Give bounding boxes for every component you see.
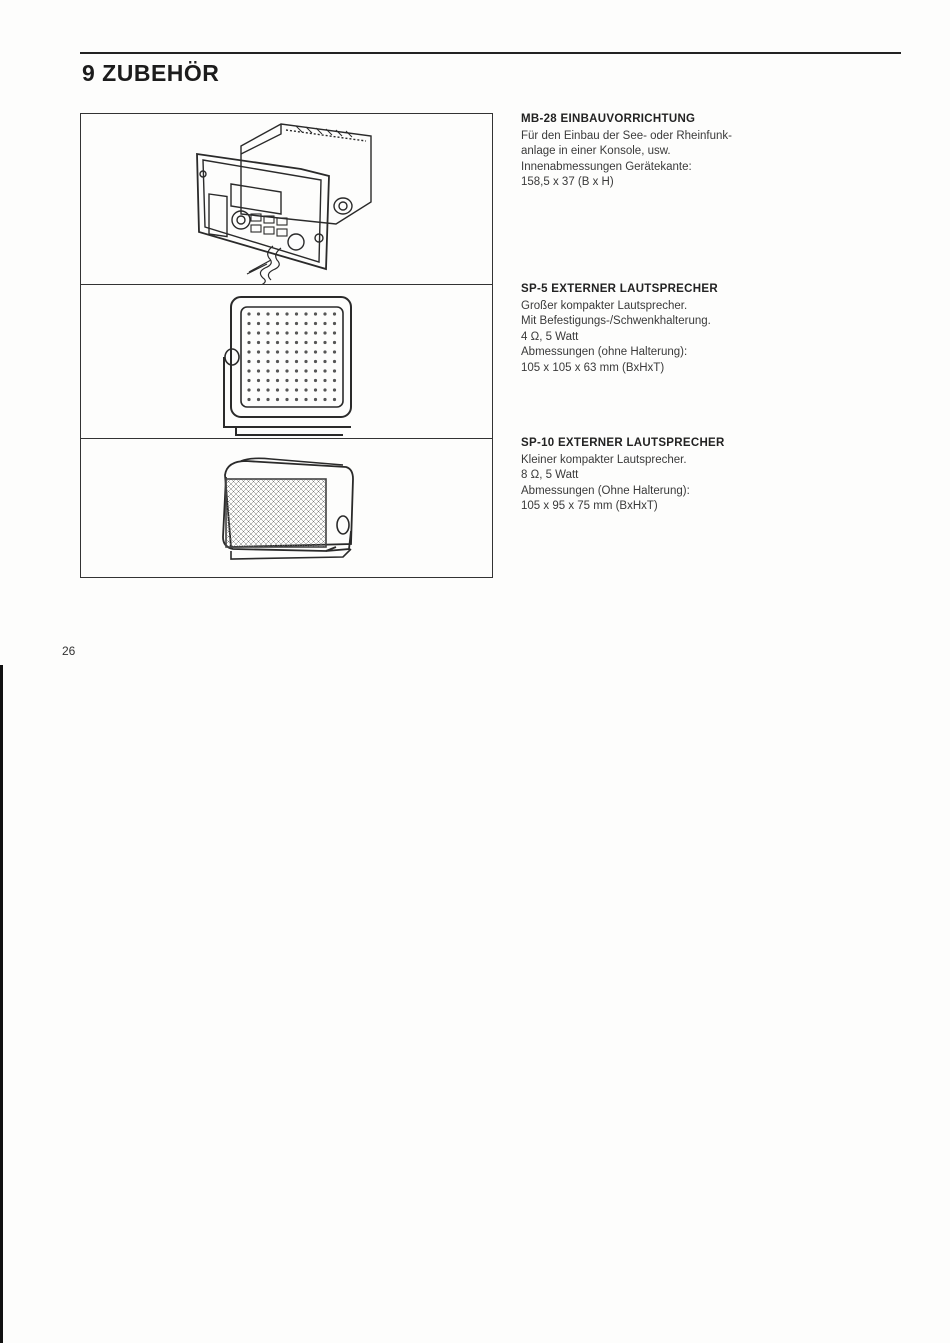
speaker-grille-dot <box>314 360 317 363</box>
speaker-grille-dot <box>295 350 298 353</box>
speaker-grille-dot <box>285 369 288 372</box>
speaker-grille-dot <box>314 369 317 372</box>
speaker-grille-dot <box>247 398 250 401</box>
speaker-grille-dot <box>257 398 260 401</box>
speaker-grille-dot <box>333 369 336 372</box>
speaker-grille-dot <box>304 322 307 325</box>
speaker-grille-dot <box>276 388 279 391</box>
speaker-grille-dot <box>295 341 298 344</box>
sp-10-description <box>521 436 821 515</box>
mb-28-heading: MB-28 EINBAUVORRICHTUNG <box>521 113 696 125</box>
title-rule <box>80 52 901 54</box>
sp-10-line: 105 x 95 x 75 mm (BxHxT) <box>521 500 658 512</box>
sp-5-line: 105 x 105 x 63 mm (BxHxT) <box>521 361 665 374</box>
sp-10-line: 8 Ω, 5 Watt <box>521 469 579 481</box>
speaker-grille-dot <box>285 350 288 353</box>
page-number: 26 <box>62 644 76 658</box>
sp-5-description <box>521 282 821 376</box>
speaker-grille-dot <box>323 398 326 401</box>
speaker-grille-dot <box>323 369 326 372</box>
speaker-grille-dot <box>304 331 307 334</box>
speaker-grille-dot <box>266 398 269 401</box>
speaker-grille-dot <box>304 312 307 315</box>
speaker-grille-dot <box>304 379 307 382</box>
speaker-grille-dot <box>266 360 269 363</box>
speaker-grille-dot <box>266 369 269 372</box>
speaker-grille-dot <box>257 379 260 382</box>
speaker-grille-dot <box>266 322 269 325</box>
speaker-grille-dot <box>266 350 269 353</box>
speaker-grille-dot <box>323 360 326 363</box>
speaker-grille-dot <box>276 322 279 325</box>
speaker-grille-dot <box>257 312 260 315</box>
speaker-grille-dot <box>276 312 279 315</box>
speaker-grille-dot <box>323 331 326 334</box>
sp-10-heading: SP-10 EXTERNER LAUTSPRECHER <box>521 437 725 449</box>
mb-28-line: Für den Einbau der See- oder Rheinfunk- <box>521 129 732 142</box>
speaker-grille-dot <box>304 369 307 372</box>
speaker-grille-dot <box>304 398 307 401</box>
speaker-grille-dot <box>333 379 336 382</box>
sp-5-line: 4 Ω, 5 Watt <box>521 330 579 343</box>
speaker-grille-dot <box>285 331 288 334</box>
speaker-grille-dot <box>314 322 317 325</box>
speaker-grille-dot <box>304 388 307 391</box>
speaker-grille-dot <box>314 341 317 344</box>
speaker-grille-dot <box>257 322 260 325</box>
chapter-title: 9 ZUBEHÖR <box>82 60 220 86</box>
speaker-grille-dot <box>333 398 336 401</box>
speaker-grille-dot <box>247 379 250 382</box>
accessory-figure-table <box>80 113 493 578</box>
speaker-grille-dot <box>285 360 288 363</box>
speaker-grille-dot <box>304 341 307 344</box>
sp-5-line: Großer kompakter Lautsprecher. <box>521 299 688 312</box>
mb-28-line: Innenabmessungen Gerätekante: <box>521 160 692 173</box>
speaker-grille-dot <box>295 388 298 391</box>
speaker-grille-dot <box>266 379 269 382</box>
speaker-grille-dot <box>276 369 279 372</box>
speaker-grille-dot <box>295 360 298 363</box>
speaker-grille-dot <box>247 360 250 363</box>
speaker-grille-dot <box>333 350 336 353</box>
speaker-grille-dot <box>266 331 269 334</box>
speaker-grille-dot <box>247 312 250 315</box>
sp-5-illustration-cell <box>81 285 492 439</box>
speaker-grille-dot <box>333 388 336 391</box>
speaker-grille-dot <box>314 331 317 334</box>
sp-10-illustration <box>81 439 492 577</box>
speaker-grille-dot <box>323 379 326 382</box>
speaker-grille-dot <box>333 322 336 325</box>
speaker-grille-dot <box>323 322 326 325</box>
speaker-grille-dot <box>276 350 279 353</box>
speaker-grille-dot <box>285 322 288 325</box>
speaker-grille-dot <box>247 369 250 372</box>
speaker-grille-dot <box>314 398 317 401</box>
speaker-grille-dot <box>276 331 279 334</box>
speaker-grille-dot <box>266 341 269 344</box>
speaker-grille-dot <box>257 369 260 372</box>
speaker-grille-dot <box>276 360 279 363</box>
speaker-grille-dot <box>285 312 288 315</box>
speaker-grille-dot <box>314 312 317 315</box>
mb-28-description <box>521 112 821 191</box>
speaker-grille-dot <box>285 341 288 344</box>
speaker-grille-dot <box>247 350 250 353</box>
sp-10-line: Abmessungen (Ohne Halterung): <box>521 484 690 497</box>
mb-28-line: anlage in einer Konsole, usw. <box>521 145 671 157</box>
speaker-grille-dot <box>323 341 326 344</box>
speaker-grille-dot <box>266 388 269 391</box>
speaker-grille-dot <box>285 398 288 401</box>
speaker-grille-dot <box>247 388 250 391</box>
speaker-grille-dot <box>304 350 307 353</box>
speaker-grille-dot <box>257 341 260 344</box>
speaker-grille-dot <box>314 379 317 382</box>
mb-28-line: 158,5 x 37 (B x H) <box>521 176 614 188</box>
speaker-grille-dot <box>295 379 298 382</box>
sp-10-illustration-cell <box>81 439 492 577</box>
speaker-grille-dot <box>314 350 317 353</box>
speaker-grille-dot <box>247 331 250 334</box>
sp-5-heading: SP-5 EXTERNER LAUTSPRECHER <box>521 283 718 295</box>
speaker-grille-dot <box>295 312 298 315</box>
speaker-grille-dot <box>333 341 336 344</box>
speaker-grille-dot <box>323 388 326 391</box>
speaker-grille-dot <box>285 388 288 391</box>
speaker-grille-dot <box>257 331 260 334</box>
speaker-grille-dot <box>276 379 279 382</box>
speaker-grille-dot <box>257 360 260 363</box>
speaker-grille-dot <box>257 388 260 391</box>
sp-5-line: Mit Befestigungs-/Schwenkhalterung. <box>521 315 711 327</box>
speaker-grille-dot <box>295 331 298 334</box>
speaker-grille-dot <box>247 341 250 344</box>
speaker-grille-dot <box>266 312 269 315</box>
sp-5-illustration <box>81 285 492 438</box>
speaker-grille-dot <box>276 341 279 344</box>
scan-edge <box>0 665 3 1343</box>
speaker-grille-dot <box>323 350 326 353</box>
sp-10-line: Kleiner kompakter Lautsprecher. <box>521 453 687 466</box>
speaker-grille-dot <box>323 312 326 315</box>
speaker-grille-dot <box>333 360 336 363</box>
speaker-grille-dot <box>257 350 260 353</box>
mb-28-illustration-cell <box>81 114 492 285</box>
sp-5-line: Abmessungen (ohne Halterung): <box>521 346 688 358</box>
speaker-grille-dot <box>295 322 298 325</box>
speaker-grille-dot <box>295 369 298 372</box>
speaker-grille-dot <box>285 379 288 382</box>
speaker-grille-dot <box>304 360 307 363</box>
speaker-grille-dot <box>314 388 317 391</box>
speaker-grille-dot <box>276 398 279 401</box>
speaker-grille-dot <box>333 331 336 334</box>
speaker-grille-dot <box>247 322 250 325</box>
speaker-grille-dot <box>333 312 336 315</box>
mb-28-illustration <box>81 114 492 284</box>
speaker-grille-dot <box>295 398 298 401</box>
